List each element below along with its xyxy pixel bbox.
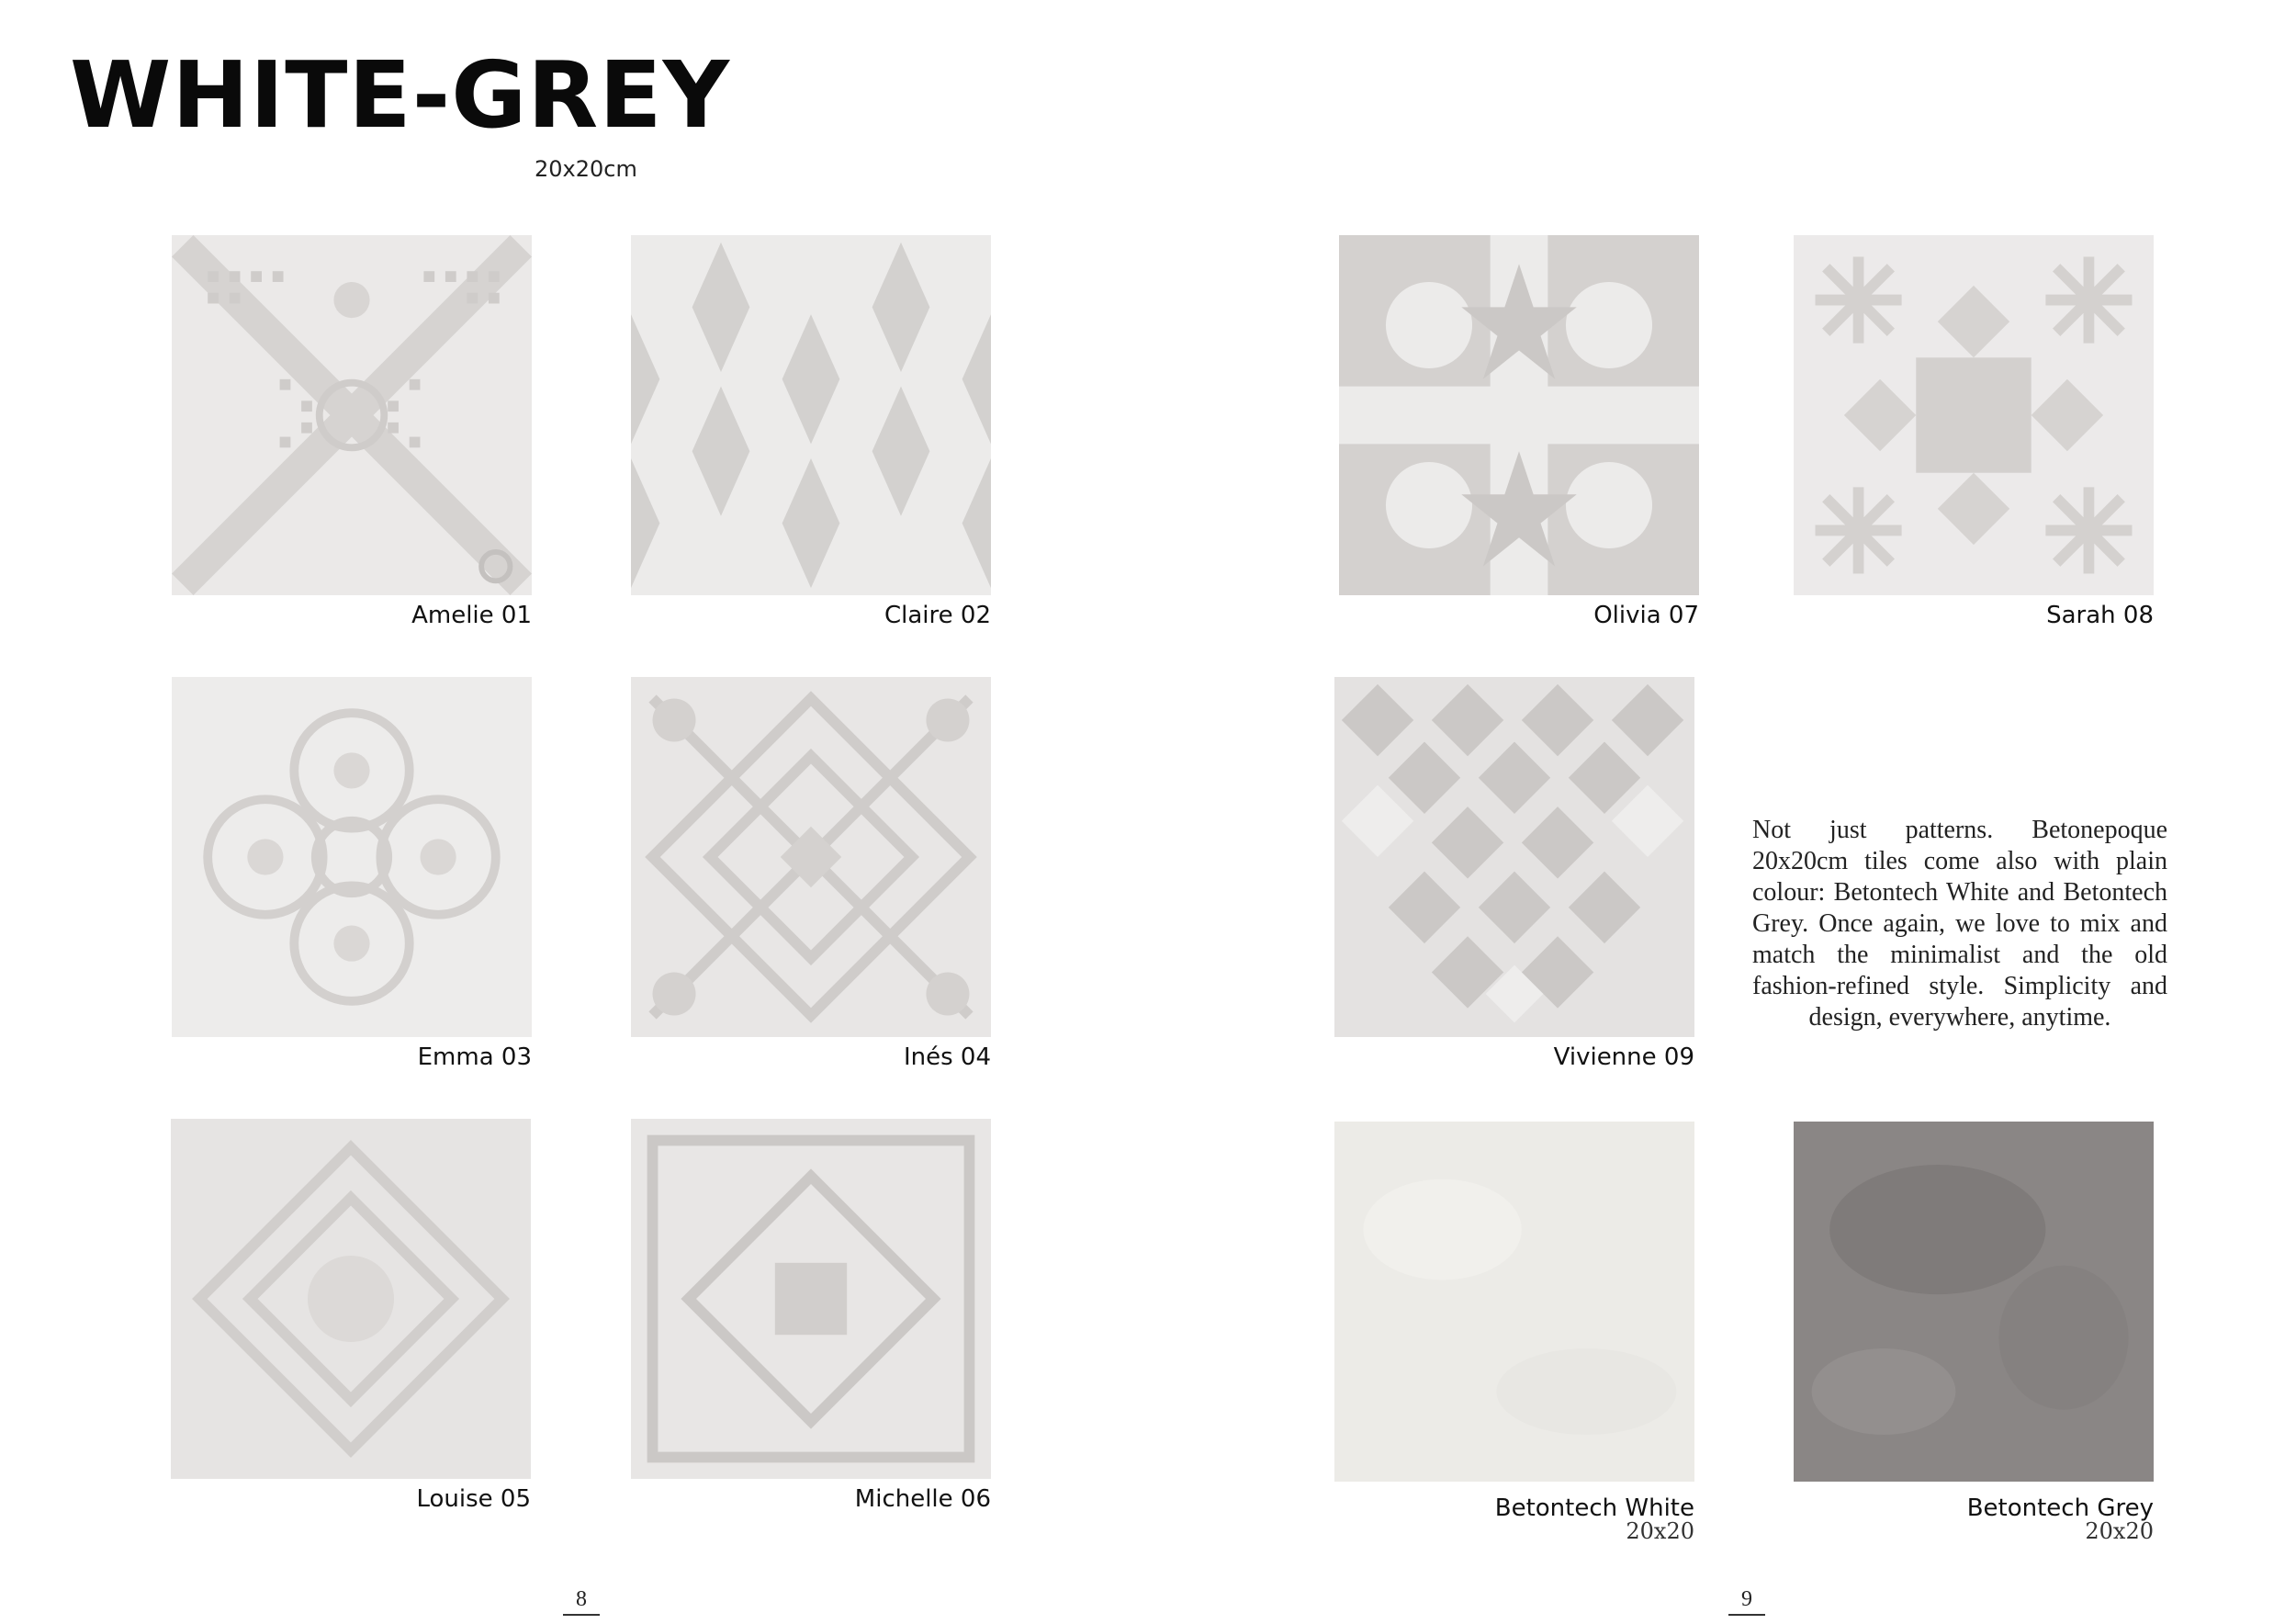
tile-image-betontech-grey (1794, 1122, 2154, 1482)
tile-label-betontech-white: Betontech White (1494, 1494, 1694, 1522)
page-number-right: 9 (1728, 1587, 1765, 1616)
tile-label-sarah: Sarah 08 (2046, 602, 2154, 629)
tile-image-sarah (1794, 235, 2154, 595)
tile-image-louise (171, 1119, 531, 1479)
tile-image-claire (631, 235, 991, 595)
tile-label-michelle: Michelle 06 (854, 1485, 991, 1513)
tile-size-betontech-grey: 20x20 (2085, 1518, 2154, 1544)
tile-image-amelie (172, 235, 532, 595)
tile-label-claire: Claire 02 (884, 602, 991, 629)
tile-size-betontech-white: 20x20 (1626, 1518, 1694, 1544)
tile-image-olivia (1339, 235, 1699, 595)
tile-image-emma (172, 677, 532, 1037)
tile-image-betontech-white (1334, 1122, 1694, 1482)
tile-image-ines (631, 677, 991, 1037)
tile-label-vivienne: Vivienne 09 (1553, 1043, 1694, 1071)
tile-image-michelle (631, 1119, 991, 1479)
tile-image-vivienne (1334, 677, 1694, 1037)
tile-label-betontech-grey: Betontech Grey (1966, 1494, 2154, 1522)
tile-label-louise: Louise 05 (416, 1485, 531, 1513)
page-title: WHITE-GREY (70, 41, 731, 149)
tile-label-amelie: Amelie 01 (411, 602, 532, 629)
tile-label-olivia: Olivia 07 (1593, 602, 1699, 629)
collection-description: Not just patterns. Betonepoque 20x20cm tiles come also with plain colour: Betontech White and Betontech Grey. Once again, we love to mix and match the minimalist and the old fashion-refined style. Simplicity and design, everywhere, anytime. (1752, 816, 2167, 1032)
page-number-left: 8 (563, 1587, 600, 1616)
tile-label-ines: Inés 04 (903, 1043, 991, 1071)
tile-label-emma: Emma 03 (417, 1043, 532, 1071)
size-note: 20x20cm (535, 156, 637, 182)
